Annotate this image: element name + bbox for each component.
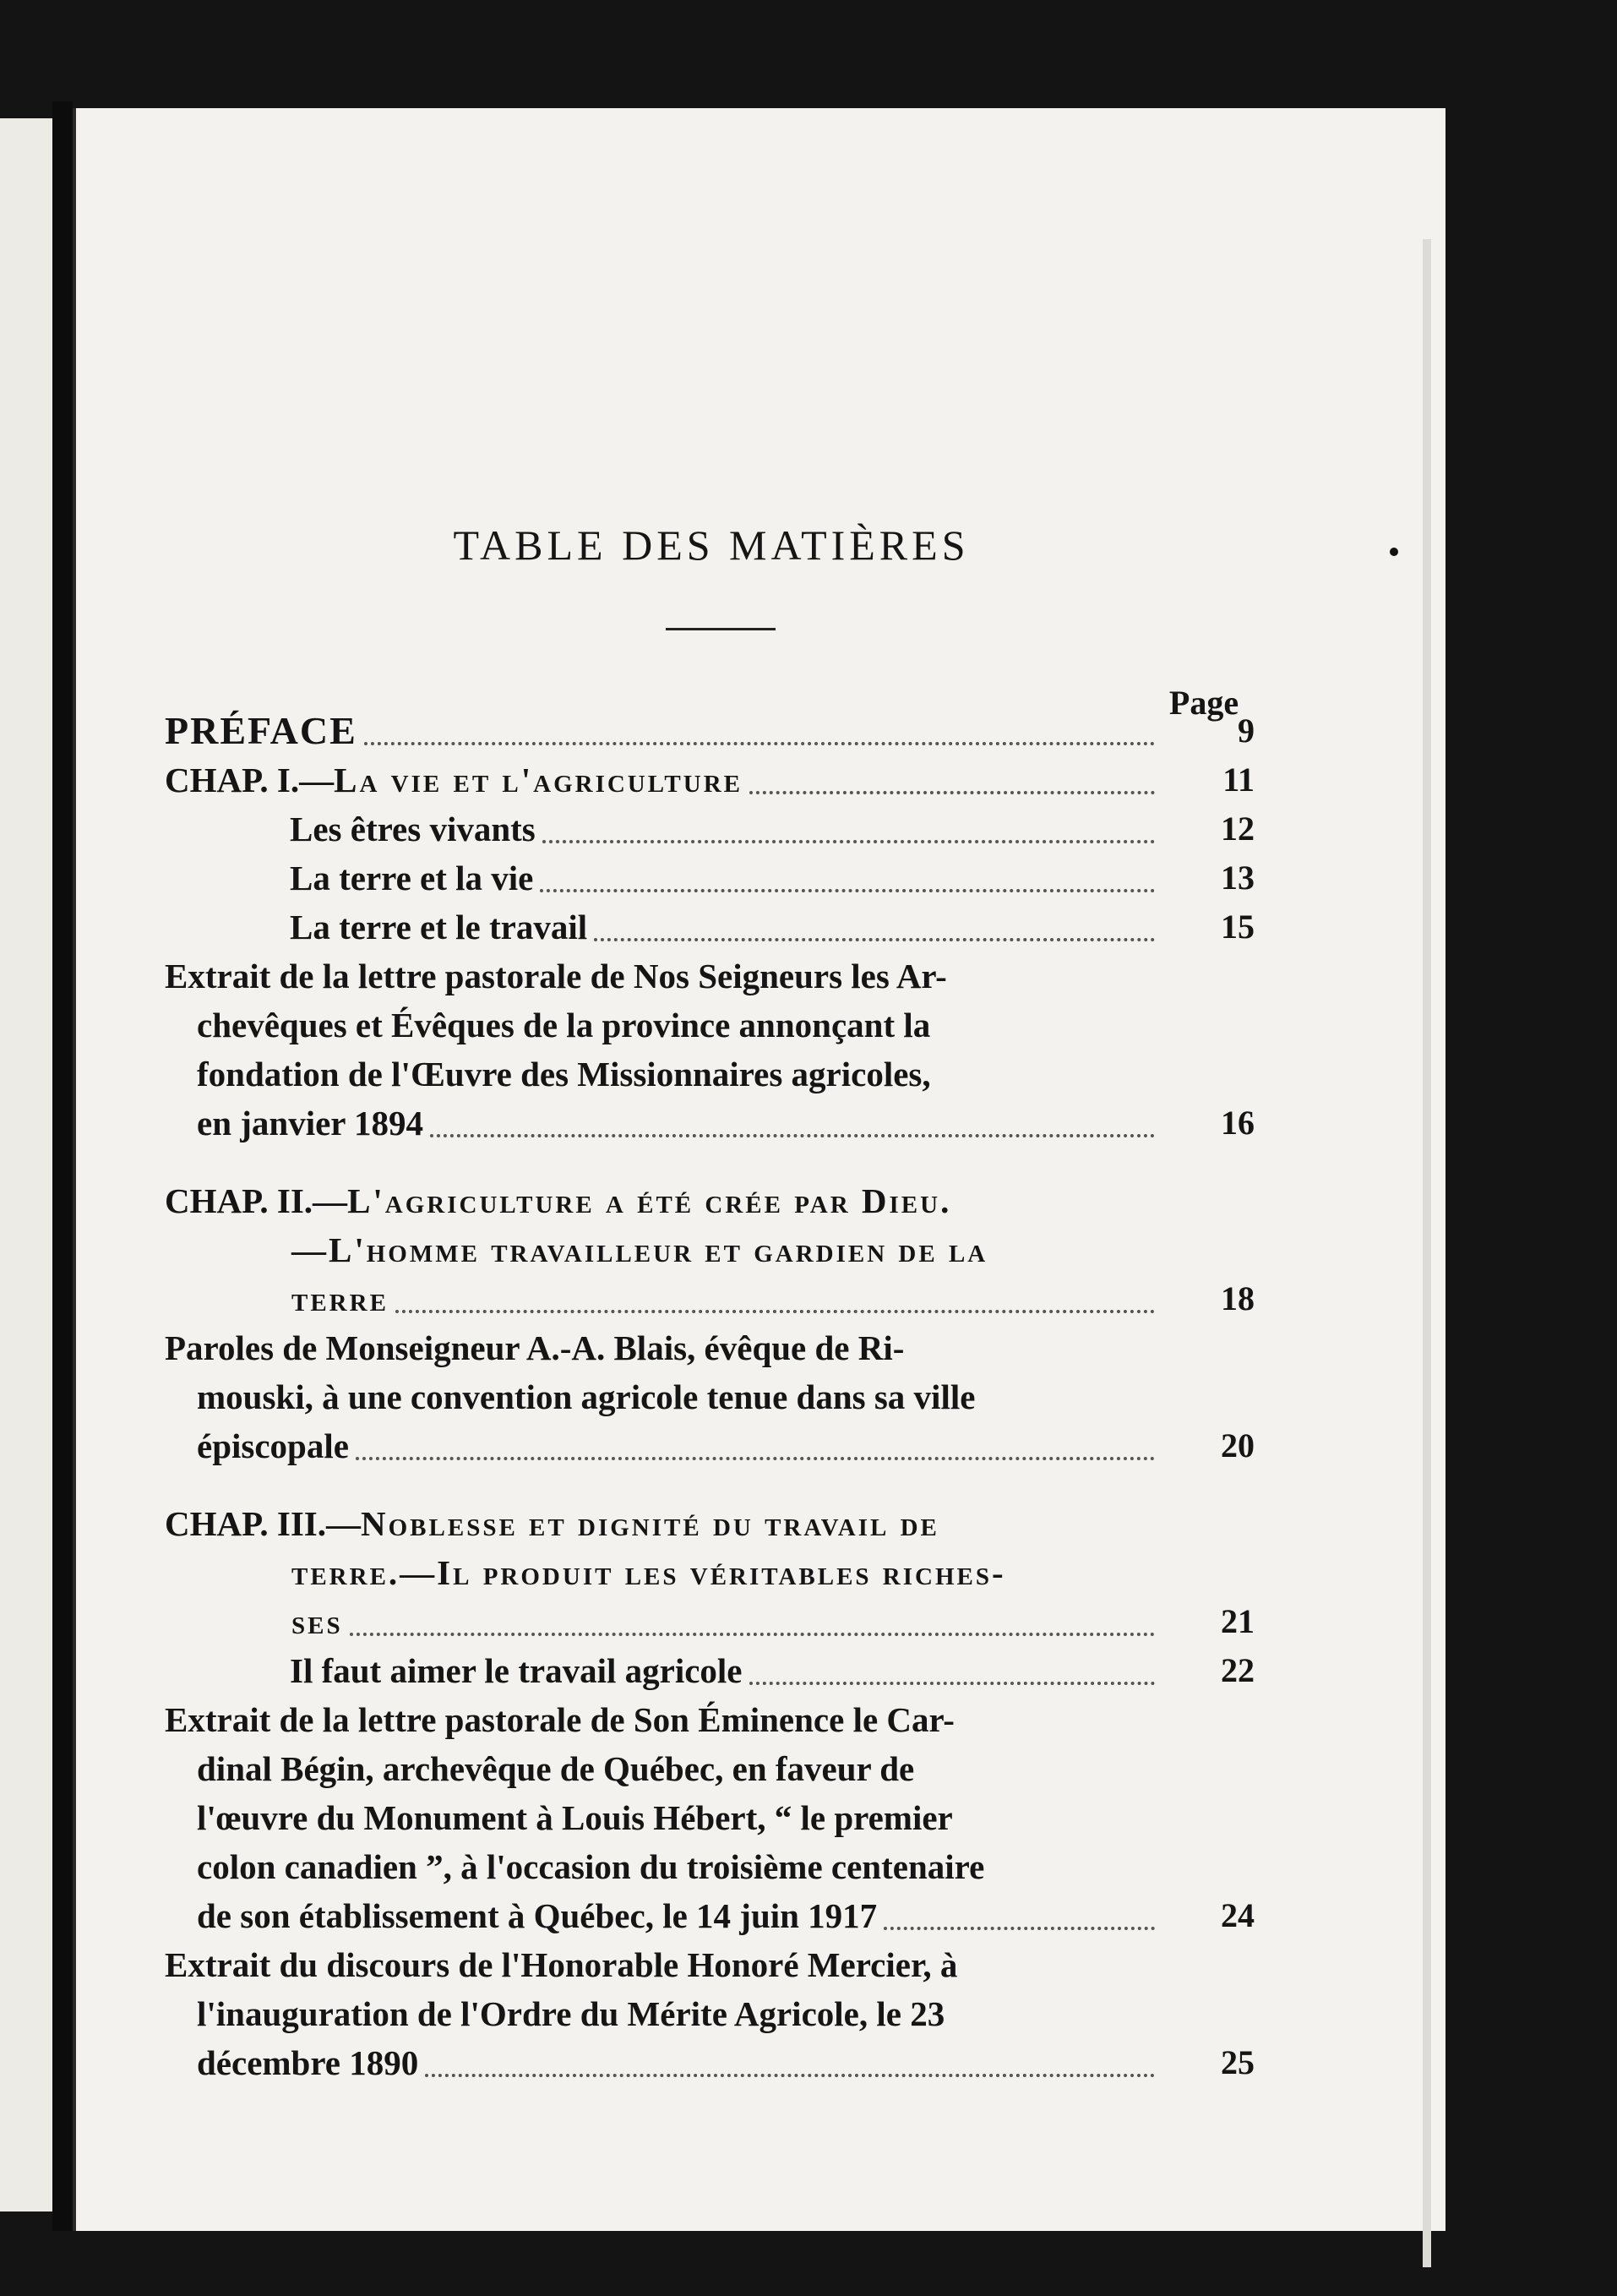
- dot-leader: [749, 1682, 1155, 1685]
- dot-leader: [884, 1927, 1155, 1930]
- toc-entry-chapter-3[interactable]: [165, 1499, 1255, 1646]
- page-number: 11: [1222, 761, 1255, 799]
- entry-text: Les êtres vivants: [290, 810, 536, 848]
- title-rule: [666, 628, 776, 630]
- entry-line: en janvier 1894: [197, 1104, 424, 1143]
- chapter-title: La vie et l'agriculture: [334, 761, 743, 799]
- facing-page-edge: [0, 118, 52, 2211]
- toc-entry-extract[interactable]: [165, 1695, 1255, 1940]
- dot-leader: [542, 840, 1155, 843]
- entry-text: La terre et le travail: [290, 908, 588, 946]
- toc-entry-extract[interactable]: [165, 1323, 1255, 1470]
- toc-entry-extract[interactable]: [165, 1940, 1255, 2087]
- page-number: 9: [1238, 712, 1255, 750]
- entry-line: terre: [291, 1279, 389, 1318]
- dot-leader: [395, 1310, 1155, 1313]
- dot-leader: [425, 2074, 1155, 2077]
- entry-line: l'inauguration de l'Ordre du Mérite Agricole, le 23: [197, 1994, 945, 2033]
- page-edge-line: [1423, 239, 1431, 2267]
- toc-entry-extract[interactable]: [165, 952, 1255, 1148]
- entry-line: Extrait du discours de l'Honorable Honoré Mercier, à: [165, 1945, 958, 1984]
- gutter: [52, 101, 73, 2231]
- entry-line: de son établissement à Québec, le 14 juin 1917: [197, 1896, 878, 1935]
- table-of-contents: [165, 691, 1255, 2087]
- entry-line: l'œuvre du Monument à Louis Hébert, “ le premier: [197, 1798, 953, 1837]
- toc-entry-chapter-2[interactable]: [165, 1176, 1255, 1323]
- chapter-label: CHAP. I.—: [165, 761, 335, 799]
- entry-line: dinal Bégin, archevêque de Québec, en faveur de: [197, 1749, 915, 1788]
- entry-line: Extrait de la lettre pastorale de Nos Seigneurs les Ar-: [165, 957, 947, 995]
- page-number: 16: [1221, 1104, 1255, 1142]
- entry-line: —L'homme travailleur et gardien de la: [291, 1230, 988, 1269]
- entry-line: mouski, à une convention agricole tenue dans sa ville: [197, 1377, 976, 1416]
- page-number: 22: [1221, 1651, 1255, 1689]
- dot-leader: [430, 1134, 1155, 1137]
- entry-line: décembre 1890: [197, 2043, 419, 2082]
- entry-line: Extrait de la lettre pastorale de Son Éminence le Car-: [165, 1700, 955, 1739]
- entry-line: chevêques et Évêques de la province annonçant la: [197, 1006, 931, 1044]
- entry-line: épiscopale: [197, 1426, 349, 1465]
- toc-entry-sub[interactable]: [165, 1646, 1255, 1695]
- page-title: TABLE DES MATIÈRES: [453, 521, 970, 569]
- entry-line: colon canadien ”, à l'occasion du troisième centenaire: [197, 1847, 985, 1886]
- page-number: 13: [1221, 859, 1255, 897]
- dot-leader: [364, 742, 1155, 745]
- page-number: 20: [1221, 1426, 1255, 1464]
- page-number: 15: [1221, 908, 1255, 946]
- page-column-header: Page: [1168, 684, 1239, 722]
- chapter-label: CHAP. III.—: [165, 1504, 362, 1543]
- entry-text: PRÉFACE: [165, 709, 357, 752]
- entry-text: La terre et la vie: [290, 859, 534, 897]
- page-number: 18: [1221, 1279, 1255, 1317]
- chapter-label: CHAP. II.—: [165, 1181, 348, 1220]
- toc-entry-preface[interactable]: [165, 706, 1255, 755]
- entry-line: terre.—Il produit les véritables riches-: [291, 1553, 1006, 1592]
- toc-entry-sub[interactable]: [165, 804, 1255, 854]
- toc-entry-sub[interactable]: [165, 903, 1255, 952]
- toc-entry-sub[interactable]: [165, 854, 1255, 903]
- page-number: 24: [1221, 1896, 1255, 1934]
- chapter-title: Noblesse et dignité du travail de: [361, 1504, 939, 1543]
- dust-speck: [1390, 548, 1398, 556]
- entry-text: Il faut aimer le travail agricole: [290, 1651, 743, 1690]
- page-number: 25: [1221, 2043, 1255, 2081]
- entry-line: fondation de l'Œuvre des Missionnaires agricoles,: [197, 1055, 931, 1093]
- dot-leader: [356, 1457, 1155, 1460]
- chapter-title: L'agriculture a été crée par Dieu.: [347, 1181, 952, 1220]
- page-number: 12: [1221, 810, 1255, 848]
- entry-line: ses: [291, 1602, 343, 1641]
- dot-leader: [540, 889, 1155, 892]
- entry-line: Paroles de Monseigneur A.-A. Blais, évêque de Ri-: [165, 1328, 905, 1367]
- page-number: 21: [1221, 1602, 1255, 1640]
- book-page: [73, 108, 1446, 2231]
- dot-leader: [594, 938, 1155, 941]
- dot-leader: [749, 791, 1155, 794]
- toc-entry-chapter-1[interactable]: [165, 755, 1255, 804]
- dot-leader: [350, 1633, 1155, 1636]
